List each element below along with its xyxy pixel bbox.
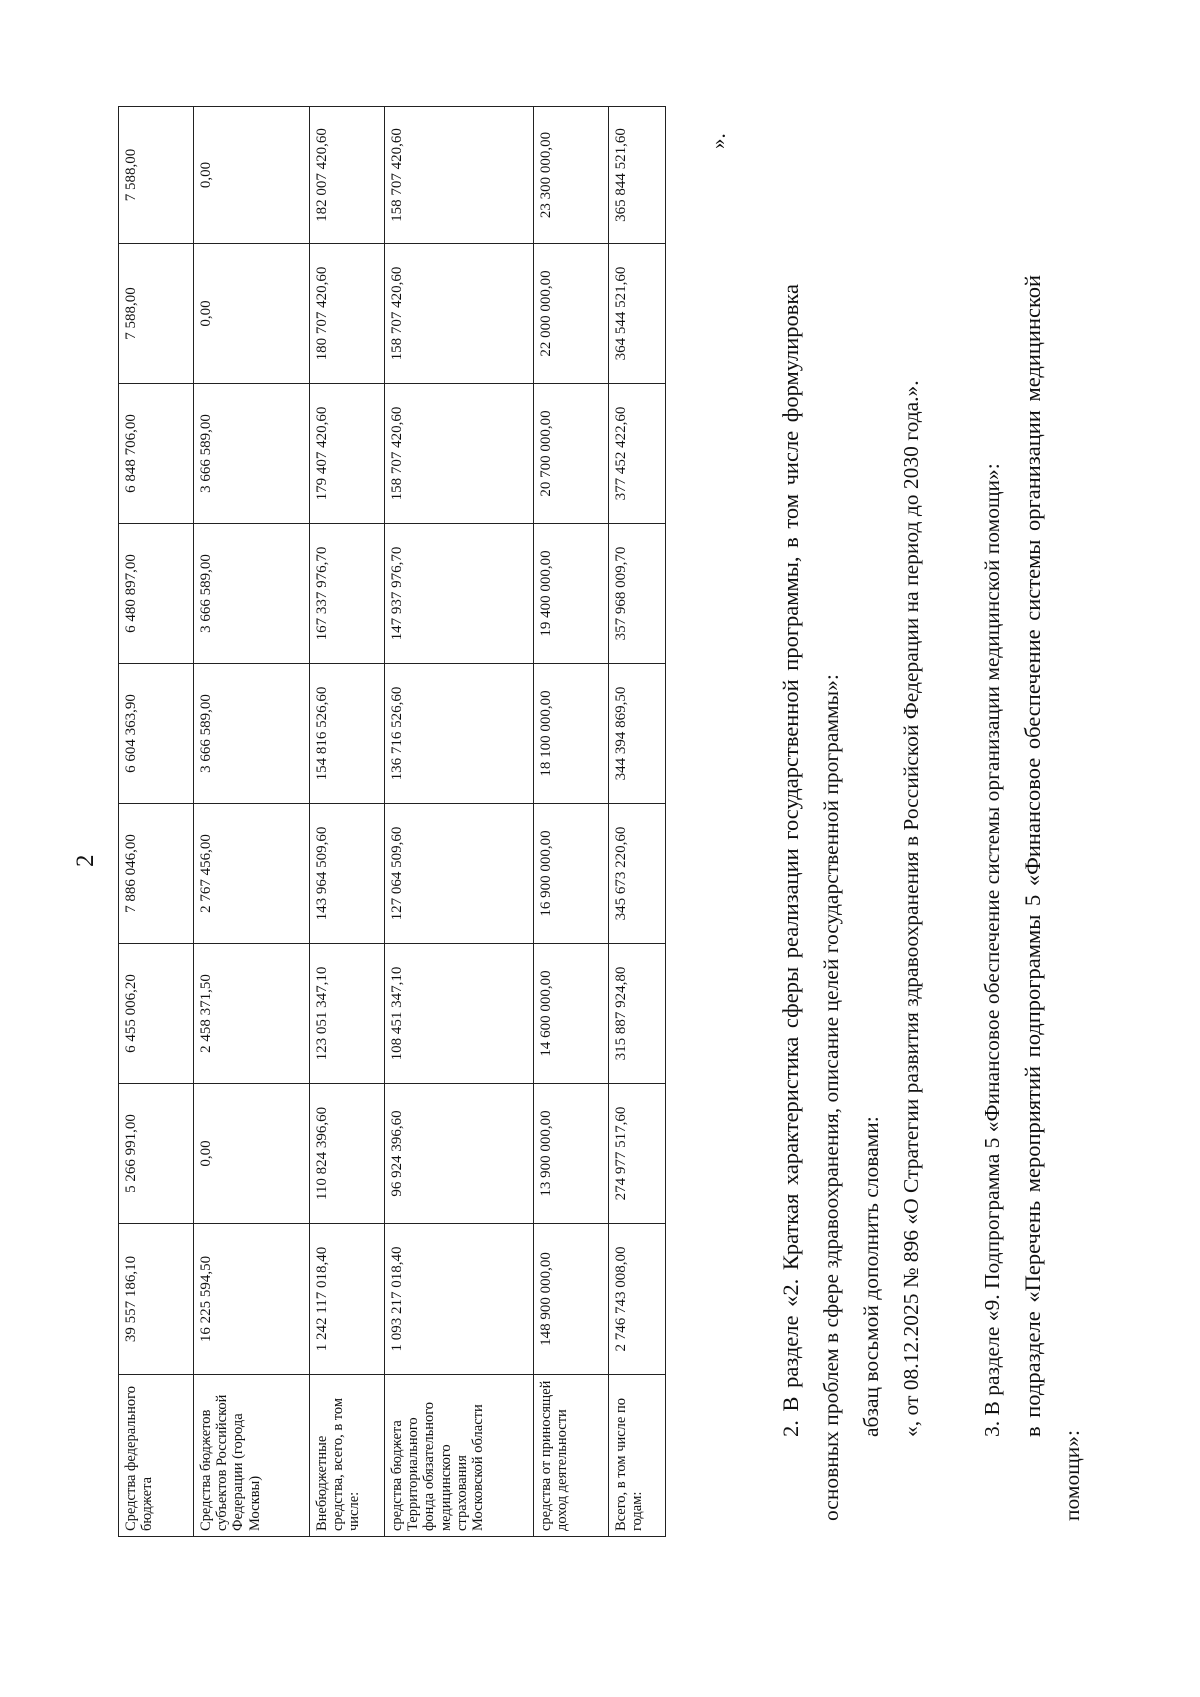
table-row	[609, 107, 666, 1537]
table-cell: 364 544 521,60	[609, 244, 666, 384]
table-cell: 182 007 420,60	[310, 107, 385, 244]
table-cell: 23 300 000,00	[534, 107, 609, 244]
section2-line-4: «, от 08.12.2025 № 896 «О Стратегии развития здравоохранения в Российской Федерации на период до 2030 года.».	[899, 380, 923, 1437]
row-label: Внебюджетные средства, всего, в том числе:	[310, 1375, 385, 1537]
closing-quote: ».	[706, 133, 730, 149]
table-cell: 365 844 521,60	[609, 107, 666, 244]
row-label: средства от приносящей доход деятельности	[534, 1375, 609, 1537]
table-cell: 154 816 526,60	[310, 664, 385, 804]
table-row	[385, 107, 534, 1537]
table-cell: 377 452 422,60	[609, 384, 666, 524]
table-row	[194, 107, 310, 1537]
table-cell: 2 767 456,00	[194, 804, 310, 944]
table-cell: 315 887 924,80	[609, 944, 666, 1084]
table-body	[119, 107, 666, 1537]
table-cell: 3 666 589,00	[194, 384, 310, 524]
table-cell: 110 824 396,60	[310, 1084, 385, 1224]
table-cell: 147 937 976,70	[385, 524, 534, 664]
table-cell: 148 900 000,00	[534, 1224, 609, 1375]
section2-line-2: основных проблем в сфере здравоохранения, описание целей государственной программы»:	[819, 674, 843, 1521]
funding-table	[118, 106, 666, 1537]
table-cell: 19 400 000,00	[534, 524, 609, 664]
table-cell: 6 604 363,90	[119, 664, 194, 804]
table-cell: 158 707 420,60	[385, 384, 534, 524]
table-cell: 0,00	[194, 107, 310, 244]
table-cell: 6 480 897,00	[119, 524, 194, 664]
section3-line-3: помощи»:	[1060, 1430, 1084, 1521]
table-cell: 2 746 743 008,00	[609, 1224, 666, 1375]
table-cell: 16 225 594,50	[194, 1224, 310, 1375]
table-cell: 179 407 420,60	[310, 384, 385, 524]
table-row	[534, 107, 609, 1537]
table-cell: 180 707 420,60	[310, 244, 385, 384]
table-cell: 5 266 991,00	[119, 1084, 194, 1224]
table-cell: 274 977 517,60	[609, 1084, 666, 1224]
row-label: Средства федерального бюджета	[119, 1375, 194, 1537]
section3-line-2: в подразделе «Перечень мероприятий подпрограммы 5 «Финансовое обеспечение системы организации медицинской	[1020, 274, 1045, 1437]
table-cell: 357 968 009,70	[609, 524, 666, 664]
table-cell: 6 455 006,20	[119, 944, 194, 1084]
table-row	[310, 107, 385, 1537]
table-cell: 108 451 347,10	[385, 944, 534, 1084]
table-cell: 22 000 000,00	[534, 244, 609, 384]
section3-heading-line: 3. В разделе «9. Подпрограмма 5 «Финансовое обеспечение системы организации медицинской помощи»:	[980, 463, 1004, 1437]
table-cell: 3 666 589,00	[194, 524, 310, 664]
table-cell: 345 673 220,60	[609, 804, 666, 944]
table-cell: 1 242 117 018,40	[310, 1224, 385, 1375]
table-cell: 7 588,00	[119, 107, 194, 244]
table-cell: 14 600 000,00	[534, 944, 609, 1084]
table-cell: 1 093 217 018,40	[385, 1224, 534, 1375]
row-label: Средства бюджетов субъектов Российской Федерации (города Москвы)	[194, 1375, 310, 1537]
table-cell: 167 337 976,70	[310, 524, 385, 664]
table-cell: 2 458 371,50	[194, 944, 310, 1084]
table-cell: 18 100 000,00	[534, 664, 609, 804]
table-cell: 20 700 000,00	[534, 384, 609, 524]
table-cell: 344 394 869,50	[609, 664, 666, 804]
page-number: 2	[72, 854, 99, 867]
section2-heading-line: 2. В разделе «2. Краткая характеристика сферы реализации государственной программы, в том числе формулировка	[778, 283, 803, 1437]
table-cell: 3 666 589,00	[194, 664, 310, 804]
table-cell: 96 924 396,60	[385, 1084, 534, 1224]
table-cell: 7 588,00	[119, 244, 194, 384]
row-label: Всего, в том числе по годам:	[609, 1375, 666, 1537]
table-cell: 123 051 347,10	[310, 944, 385, 1084]
table-cell: 136 716 526,60	[385, 664, 534, 804]
table-cell: 127 064 509,60	[385, 804, 534, 944]
table-cell: 7 886 046,00	[119, 804, 194, 944]
row-label: средства бюджета Территориального фонда обязательного медицинского страхования Московской области	[385, 1375, 534, 1537]
section2-line-3: абзац восьмой дополнить словами:	[859, 1116, 883, 1437]
table-cell: 0,00	[194, 1084, 310, 1224]
table-cell: 13 900 000,00	[534, 1084, 609, 1224]
table-cell: 0,00	[194, 244, 310, 384]
table-cell: 39 557 186,10	[119, 1224, 194, 1375]
table-cell: 158 707 420,60	[385, 107, 534, 244]
table-cell: 16 900 000,00	[534, 804, 609, 944]
table-cell: 6 848 706,00	[119, 384, 194, 524]
table-cell: 143 964 509,60	[310, 804, 385, 944]
table-cell: 158 707 420,60	[385, 244, 534, 384]
table-row	[119, 107, 194, 1537]
